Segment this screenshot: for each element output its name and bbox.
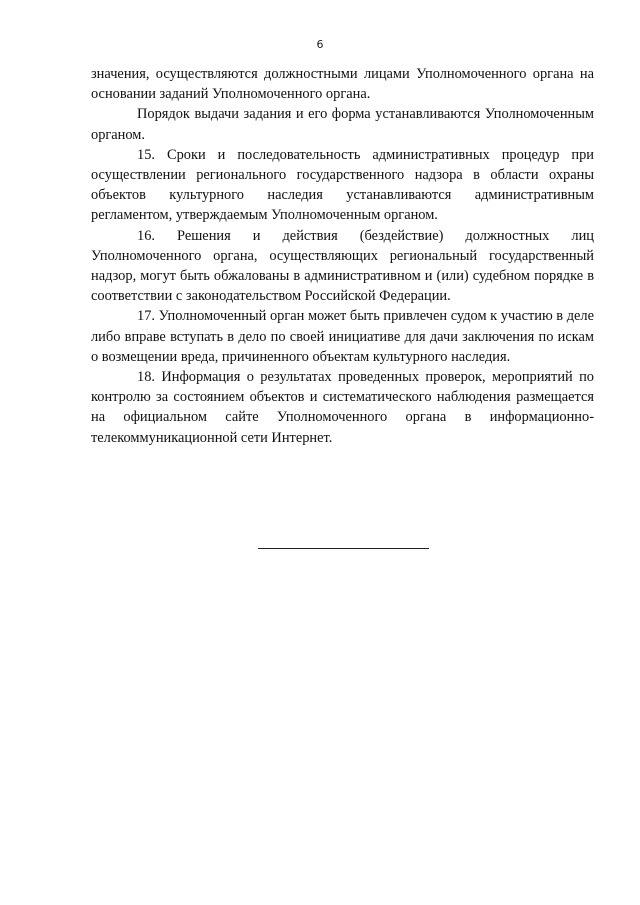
paragraph-16: 16. Решения и действия (бездействие) должностных лиц Уполномоченного органа, осуществляющих региональный государственный надзор, могут быть обжалованы в административном и (или) судебном порядке в соответствии с законодательством Российской Федерации. bbox=[91, 227, 594, 305]
paragraph-continuation: значения, осуществляются должностными лицами Уполномоченного органа на основании заданий Уполномоченного органа. bbox=[91, 66, 594, 103]
end-of-document-rule bbox=[258, 548, 429, 549]
document-body bbox=[91, 64, 594, 448]
paragraph-18: 18. Информация о результатах проведенных проверок, мероприятий по контролю за состоянием объектов и систематического наблюдения размещается на официальном сайте Уполномоченного органа в информационно-телекоммуникационной сети Интернет. bbox=[91, 369, 594, 446]
paragraph-17: 17. Уполномоченный орган может быть привлечен судом к участию в деле либо вправе вступать в дело по своей инициативе для дачи заключения по искам о возмещении вреда, причиненного объектам культурного наследия. bbox=[91, 308, 594, 365]
paragraph-task-order: Порядок выдачи задания и его форма устанавливаются Уполномоченным органом. bbox=[91, 106, 594, 143]
paragraph-15: 15. Сроки и последовательность административных процедур при осуществлении регионального государственного надзора в области охраны объектов культурного наследия устанавливаются административным регламентом, утверждаемым Уполномоченным органом. bbox=[91, 146, 594, 224]
page-number: 6 bbox=[316, 38, 324, 51]
